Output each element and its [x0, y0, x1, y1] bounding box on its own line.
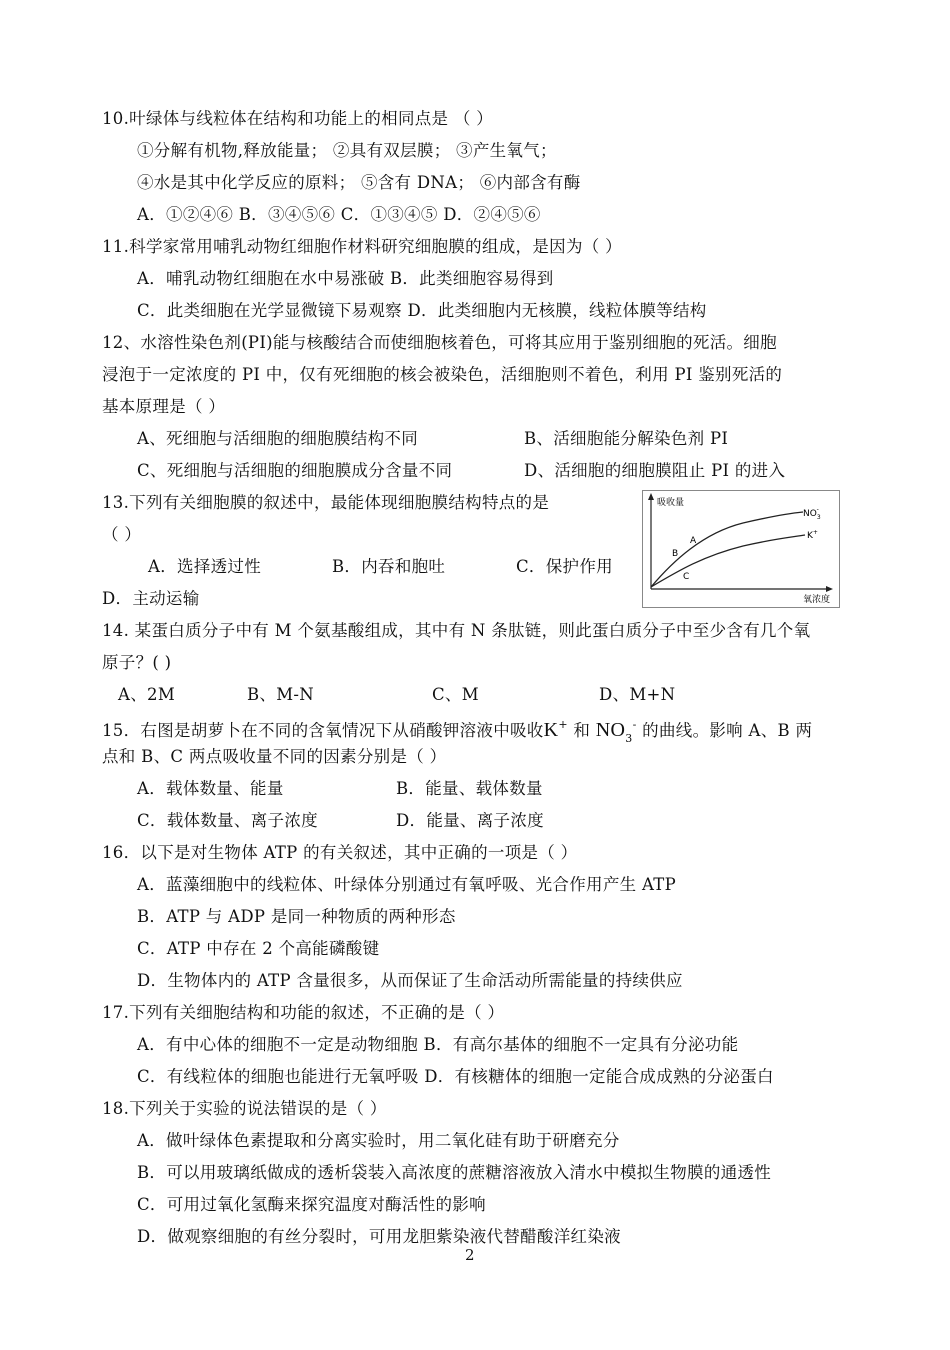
q17-stem: 17.下列有关细胞结构和功能的叙述，不正确的是（ ）: [102, 1003, 505, 1022]
q13-paren: （ ）: [102, 525, 142, 544]
q16-stem: 16．以下是对生物体 ATP 的有关叙述，其中正确的一项是（ ）: [102, 843, 578, 862]
q14-stem-line2: 原子？( ): [102, 653, 172, 672]
q12-option-d: D、活细胞的细胞膜阻止 PI 的进入: [524, 461, 786, 480]
q15-option-a: A．载体数量、能量: [137, 779, 284, 798]
q17-options-ab: A．有中心体的细胞不一定是动物细胞 B．有高尔基体的细胞不一定具有分泌功能: [137, 1035, 739, 1054]
q14-stem-line1: 14. 某蛋白质分子中有 M 个氨基酸组成，其中有 N 条肽链，则此蛋白质分子中至少含有几个氧: [102, 621, 811, 640]
q18-option-c: C．可用过氧化氢酶来探究温度对酶活性的影响: [137, 1195, 486, 1214]
point-a-label: A: [690, 536, 697, 546]
k-curve: [651, 535, 805, 587]
q14-option-c: C、M: [432, 685, 479, 704]
q15-option-d: D．能量、离子浓度: [396, 811, 544, 830]
q15-option-b: B．能量、载体数量: [396, 779, 543, 798]
q14-option-d: D、M+N: [599, 685, 676, 704]
q18-stem: 18.下列关于实验的说法错误的是（ ）: [102, 1099, 387, 1118]
q16-option-a: A．蓝藻细胞中的线粒体、叶绿体分别通过有氧呼吸、光合作用产生 ATP: [137, 875, 676, 894]
k-curve-label: K+: [807, 529, 818, 541]
q13-option-b: B．内吞和胞吐: [332, 557, 446, 576]
q11-stem: 11.科学家常用哺乳动物红细胞作材料研究细胞膜的组成，是因为（ ）: [102, 237, 622, 256]
q15-stem-line1: 15．右图是胡萝卜在不同的含氧情况下从硝酸钾溶液中吸收K+ 和 $NO_3^-$ 的曲线。影响 A、B 两: [102, 718, 813, 745]
q11-options-cd: C．此类细胞在光学显微镜下易观察 D．此类细胞内无核膜，线粒体膜等结构: [137, 301, 707, 320]
k-ion-symbol: K: [543, 719, 559, 741]
q10-stem: 10.叶绿体与线粒体在结构和功能上的相同点是 （ ）: [102, 109, 494, 128]
q12-option-a: A、死细胞与活细胞的细胞膜结构不同: [137, 429, 419, 448]
q12-option-b: B、活细胞能分解染色剂 PI: [524, 429, 729, 448]
q10-items-line1: ①分解有机物,释放能量； ②具有双层膜； ③产生氧气；: [137, 141, 557, 160]
y-axis-arrow: [648, 493, 654, 500]
q14-option-a: A、2M: [118, 685, 176, 704]
no3-curve-label: $NO_3-$: [803, 506, 821, 521]
q12-option-c: C、死细胞与活细胞的细胞膜成分含量不同: [137, 461, 453, 480]
q12-stem-line2: 浸泡于一定浓度的 PI 中，仅有死细胞的核会被染色，活细胞则不着色，利用 PI 鉴别死活的: [102, 365, 783, 384]
q13-option-d: D．主动运输: [102, 589, 200, 608]
q12-stem-line3: 基本原理是（ ）: [102, 397, 226, 416]
q16-option-b: B．ATP 与 ADP 是同一种物质的两种形态: [137, 907, 456, 926]
q13-option-a: A．选择透过性: [148, 557, 262, 576]
page-number: 2: [465, 1246, 475, 1264]
q15-option-c: C．载体数量、离子浓度: [137, 811, 318, 830]
figure-xlabel: 氧浓度: [803, 595, 831, 605]
q10-options: A．①②④⑥ B．③④⑤⑥ C．①③④⑤ D．②④⑤⑥: [137, 205, 541, 224]
x-axis-arrow: [826, 586, 833, 592]
q13-option-c: C．保护作用: [516, 557, 613, 576]
q11-options-ab: A．哺乳动物红细胞在水中易涨破 B．此类细胞容易得到: [137, 269, 554, 288]
figure-ylabel: 吸收量: [657, 498, 685, 508]
q18-option-a: A．做叶绿体色素提取和分离实验时，用二氧化硅有助于研磨充分: [137, 1131, 620, 1150]
q17-options-cd: C．有线粒体的细胞也能进行无氧呼吸 D．有核糖体的细胞一定能合成成熟的分泌蛋白: [137, 1067, 774, 1086]
q16-option-c: C．ATP 中存在 2 个高能磷酸键: [137, 939, 380, 958]
q12-stem-line1: 12、水溶性染色剂(PI)能与核酸结合而使细胞核着色，可将其应用于鉴别细胞的死活。细胞: [102, 333, 777, 352]
absorption-figure: [642, 490, 840, 608]
q16-option-d: D．生物体内的 ATP 含量很多，从而保证了生命活动所需能量的持续供应: [137, 971, 683, 990]
nitrate-ion-symbol: NO: [595, 719, 626, 741]
absorption-curve-diagram: [643, 491, 839, 607]
q15-stem-line2: 点和 B、C 两点吸收量不同的因素分别是（ ）: [102, 747, 447, 766]
q14-option-b: B、M-N: [247, 685, 315, 704]
q10-items-line2: ④水是其中化学反应的原料； ⑤含有 DNA； ⑥内部含有酶: [137, 173, 581, 192]
q18-option-b: B．可以用玻璃纸做成的透析袋装入高浓度的蔗糖溶液放入清水中模拟生物膜的通透性: [137, 1163, 772, 1182]
q18-option-d: D．做观察细胞的有丝分裂时，可用龙胆紫染液代替醋酸洋红染液: [137, 1227, 621, 1246]
q13-stem: 13.下列有关细胞膜的叙述中，最能体现细胞膜结构特点的是: [102, 493, 550, 512]
point-b-label: B: [672, 549, 679, 559]
point-c-label: C: [683, 572, 690, 582]
